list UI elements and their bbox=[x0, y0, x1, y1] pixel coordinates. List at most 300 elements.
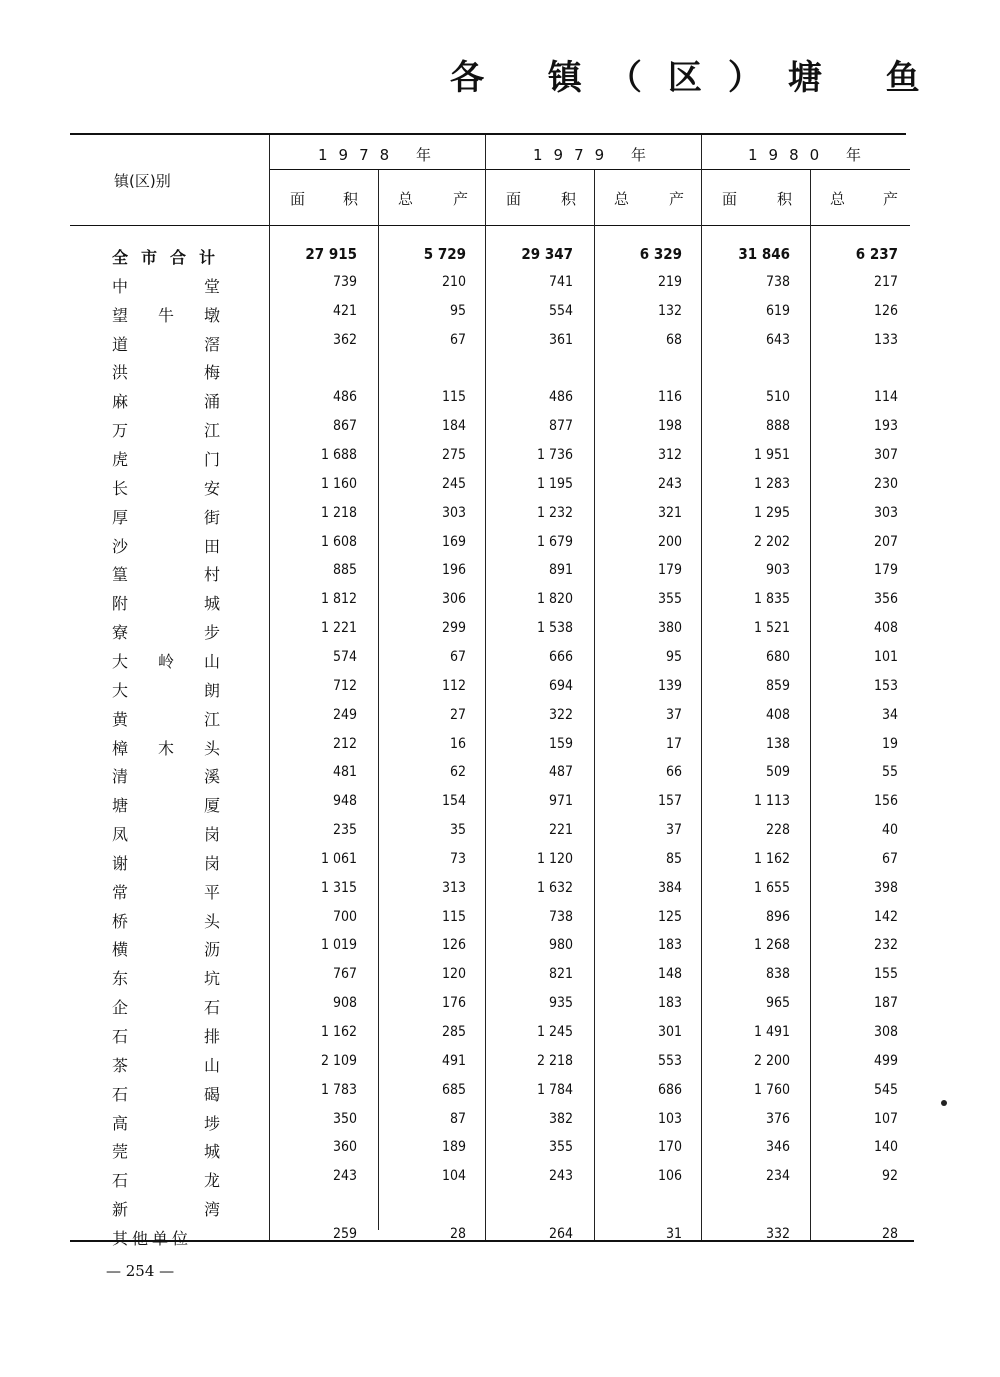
area-value: 767 bbox=[332, 966, 357, 983]
region-name-char: 涌 bbox=[203, 392, 220, 412]
output-value: 28 bbox=[449, 1225, 466, 1242]
region-name bbox=[112, 418, 220, 441]
region-name bbox=[112, 707, 220, 730]
region-name-char: 道 bbox=[112, 334, 129, 354]
area-value: 1 218 bbox=[320, 504, 357, 521]
area-value: 29 347 bbox=[521, 245, 573, 263]
output-value: 210 bbox=[441, 273, 466, 290]
table-row bbox=[0, 534, 1000, 560]
output-value: 101 bbox=[873, 648, 898, 665]
output-value: 312 bbox=[657, 447, 682, 463]
region-name bbox=[112, 1024, 220, 1047]
area-value: 360 bbox=[332, 1139, 357, 1156]
area-value: 1 061 bbox=[320, 850, 357, 867]
table-row bbox=[0, 332, 1000, 358]
region-name-char: 黄 bbox=[112, 709, 129, 729]
area-value: 346 bbox=[765, 1139, 790, 1156]
area-value: 712 bbox=[332, 677, 357, 694]
area-value: 738 bbox=[765, 273, 790, 290]
output-value: 154 bbox=[441, 793, 466, 810]
output-value: 157 bbox=[657, 793, 682, 810]
region-name-char: 厦 bbox=[203, 796, 220, 816]
area-value: 486 bbox=[332, 389, 357, 406]
region-name-char: 麻 bbox=[112, 392, 129, 412]
region-name bbox=[112, 389, 220, 412]
area-header-1979 bbox=[506, 188, 576, 209]
region-name-char: 寮 bbox=[112, 623, 129, 642]
output-value: 307 bbox=[873, 447, 898, 463]
output-value: 169 bbox=[441, 533, 466, 550]
output-value: 139 bbox=[657, 677, 682, 694]
region-name-char: 头 bbox=[203, 911, 220, 931]
output-value: 140 bbox=[873, 1139, 898, 1156]
area-value: 877 bbox=[548, 418, 573, 435]
output-value: 112 bbox=[441, 677, 466, 694]
area-value: 31 846 bbox=[738, 245, 790, 263]
output-label-char: 总 bbox=[614, 190, 630, 208]
area-value: 408 bbox=[765, 706, 790, 723]
region-name-char: 岗 bbox=[203, 825, 220, 844]
area-value: 1 760 bbox=[753, 1081, 790, 1098]
region-name-char: 街 bbox=[203, 507, 220, 527]
output-value: 232 bbox=[873, 937, 898, 954]
area-value: 1 232 bbox=[536, 504, 573, 521]
region-name-char: 东 bbox=[112, 969, 129, 989]
output-value: 28 bbox=[881, 1225, 898, 1242]
area-value: 739 bbox=[332, 273, 357, 290]
region-name-char: 碣 bbox=[203, 1084, 220, 1104]
output-label-char: 产 bbox=[882, 190, 898, 208]
output-header-1978 bbox=[398, 188, 468, 209]
output-value: 95 bbox=[449, 302, 466, 319]
output-value: 553 bbox=[657, 1052, 682, 1069]
region-name bbox=[112, 476, 220, 499]
area-value: 322 bbox=[548, 706, 573, 723]
area-label-char: 积 bbox=[560, 190, 576, 208]
area-value: 908 bbox=[332, 995, 357, 1012]
region-name-char: 谢 bbox=[112, 853, 129, 873]
output-value: 126 bbox=[873, 302, 898, 319]
table-row bbox=[0, 274, 1000, 300]
area-value: 859 bbox=[765, 677, 790, 694]
output-value: 355 bbox=[657, 591, 682, 608]
table-row bbox=[0, 505, 1000, 531]
area-value: 965 bbox=[765, 995, 790, 1012]
table-row bbox=[0, 562, 1000, 588]
output-value: 115 bbox=[441, 908, 466, 925]
output-header-1980 bbox=[830, 188, 898, 209]
region-name bbox=[112, 447, 220, 470]
table-row bbox=[0, 909, 1000, 935]
area-value: 361 bbox=[548, 331, 573, 348]
area-label-char: 积 bbox=[342, 190, 358, 208]
table-row bbox=[0, 937, 1000, 963]
output-value: 104 bbox=[441, 1168, 466, 1185]
area-value: 554 bbox=[548, 302, 573, 319]
output-value: 303 bbox=[873, 504, 898, 521]
region-name-char: 洪 bbox=[112, 363, 129, 383]
table-row bbox=[0, 793, 1000, 819]
region-name-char: 田 bbox=[203, 536, 220, 556]
output-header-1979 bbox=[614, 188, 684, 209]
region-name bbox=[112, 736, 220, 759]
output-value: 179 bbox=[873, 562, 898, 579]
area-value: 1 812 bbox=[320, 591, 357, 608]
output-value: 183 bbox=[657, 937, 682, 954]
area-value: 1 538 bbox=[536, 620, 573, 636]
output-value: 5 729 bbox=[423, 245, 466, 263]
region-name-char: 茶 bbox=[112, 1055, 129, 1075]
area-value: 1 019 bbox=[320, 937, 357, 954]
output-value: 187 bbox=[873, 995, 898, 1012]
output-value: 34 bbox=[881, 706, 898, 723]
region-name-char: 步 bbox=[203, 623, 220, 642]
area-value: 885 bbox=[332, 562, 357, 579]
area-value: 1 820 bbox=[536, 591, 573, 608]
region-name-char: 附 bbox=[112, 594, 129, 614]
output-value: 299 bbox=[441, 620, 466, 636]
table-row bbox=[0, 1226, 1000, 1252]
region-name-char: 莞 bbox=[112, 1142, 129, 1162]
output-value: 35 bbox=[449, 822, 466, 838]
output-value: 398 bbox=[873, 879, 898, 896]
region-name-char: 城 bbox=[203, 594, 220, 614]
output-value: 156 bbox=[873, 793, 898, 810]
column-divider-1980 bbox=[810, 170, 811, 1240]
table-top-rule bbox=[70, 133, 906, 135]
region-name-char: 梅 bbox=[203, 363, 220, 383]
region-name-char: 高 bbox=[112, 1113, 129, 1133]
area-value: 228 bbox=[765, 822, 790, 838]
area-value: 2 200 bbox=[753, 1052, 790, 1069]
area-value: 350 bbox=[332, 1110, 357, 1127]
region-name-char: 石 bbox=[203, 998, 220, 1018]
region-name-char: 石 bbox=[112, 1084, 129, 1104]
table-row bbox=[0, 1053, 1000, 1079]
region-name-char: 城 bbox=[203, 1142, 220, 1162]
output-value: 198 bbox=[657, 418, 682, 435]
page-title: 各 镇（区）塘 鱼 bbox=[450, 58, 946, 98]
region-name-char: 清 bbox=[112, 767, 129, 787]
output-value: 142 bbox=[873, 908, 898, 925]
column-divider-1979 bbox=[594, 170, 595, 1240]
output-label-char: 产 bbox=[452, 190, 468, 208]
table-row bbox=[0, 245, 1000, 271]
output-value: 73 bbox=[449, 850, 466, 867]
area-value: 1 162 bbox=[753, 850, 790, 867]
output-value: 27 bbox=[449, 706, 466, 723]
region-name-char: 桥 bbox=[112, 911, 129, 931]
area-value: 1 315 bbox=[320, 879, 357, 896]
output-value: 126 bbox=[441, 937, 466, 954]
region-name-char: 凤 bbox=[112, 825, 129, 844]
region-name-char: 墩 bbox=[203, 305, 220, 325]
output-value: 62 bbox=[449, 764, 466, 781]
region-name-char: 塘 bbox=[112, 796, 129, 816]
output-value: 67 bbox=[449, 648, 466, 665]
output-value: 153 bbox=[873, 677, 898, 694]
area-value: 980 bbox=[548, 937, 573, 954]
region-name-char: 岗 bbox=[203, 853, 220, 873]
area-value: 481 bbox=[332, 764, 357, 781]
area-value: 838 bbox=[765, 966, 790, 983]
region-name-char: 溪 bbox=[203, 767, 220, 787]
area-value: 1 295 bbox=[753, 504, 790, 521]
output-value: 196 bbox=[441, 562, 466, 579]
table-row bbox=[0, 1024, 1000, 1050]
region-name bbox=[112, 591, 220, 614]
output-value: 92 bbox=[881, 1168, 898, 1185]
region-name bbox=[112, 1053, 220, 1076]
output-value: 114 bbox=[873, 389, 898, 406]
region-name-char: 安 bbox=[203, 478, 220, 498]
output-value: 37 bbox=[665, 706, 682, 723]
area-label-char: 面 bbox=[722, 190, 738, 208]
output-value: 85 bbox=[665, 850, 682, 867]
output-value: 67 bbox=[449, 331, 466, 348]
area-value: 1 784 bbox=[536, 1081, 573, 1098]
area-value: 362 bbox=[332, 331, 357, 348]
region-name-char: 大 bbox=[112, 680, 129, 700]
area-value: 1 632 bbox=[536, 879, 573, 896]
output-value: 179 bbox=[657, 562, 682, 579]
region-name bbox=[112, 995, 220, 1018]
area-value: 891 bbox=[548, 562, 573, 579]
area-value: 249 bbox=[332, 706, 357, 723]
output-value: 183 bbox=[657, 995, 682, 1012]
region-name bbox=[112, 793, 220, 816]
table-row bbox=[0, 620, 1000, 646]
area-value: 1 268 bbox=[753, 937, 790, 954]
area-value: 1 491 bbox=[753, 1024, 790, 1040]
output-label-char: 总 bbox=[830, 190, 846, 208]
area-value: 741 bbox=[548, 273, 573, 290]
region-name bbox=[112, 909, 220, 932]
region-name bbox=[112, 1111, 220, 1134]
region-name-char: 平 bbox=[203, 882, 220, 902]
area-value: 971 bbox=[548, 793, 573, 810]
region-name bbox=[112, 649, 220, 672]
table-row bbox=[0, 649, 1000, 675]
output-value: 132 bbox=[657, 302, 682, 319]
area-header-1980 bbox=[722, 188, 792, 209]
output-value: 301 bbox=[657, 1024, 682, 1040]
table-row bbox=[0, 303, 1000, 329]
table-row bbox=[0, 851, 1000, 877]
area-value: 619 bbox=[765, 302, 790, 319]
region-name-char: 望 bbox=[112, 305, 129, 325]
output-value: 303 bbox=[441, 504, 466, 521]
area-value: 1 113 bbox=[753, 793, 790, 810]
output-value: 499 bbox=[873, 1052, 898, 1069]
region-name-char: 滘 bbox=[203, 334, 220, 354]
output-value: 155 bbox=[873, 966, 898, 983]
output-value: 275 bbox=[441, 447, 466, 463]
output-value: 31 bbox=[665, 1225, 682, 1242]
table-row bbox=[0, 707, 1000, 733]
output-value: 245 bbox=[441, 475, 466, 492]
output-value: 189 bbox=[441, 1139, 466, 1156]
output-value: 87 bbox=[449, 1110, 466, 1127]
region-name-char: 江 bbox=[203, 709, 220, 729]
output-value: 107 bbox=[873, 1110, 898, 1127]
area-value: 935 bbox=[548, 995, 573, 1012]
ink-spot bbox=[941, 1100, 947, 1106]
table-row bbox=[0, 678, 1000, 704]
table-row bbox=[0, 1111, 1000, 1137]
area-value: 1 160 bbox=[320, 475, 357, 492]
area-value: 1 951 bbox=[753, 447, 790, 463]
output-value: 115 bbox=[441, 389, 466, 406]
area-value: 1 120 bbox=[536, 850, 573, 867]
table-row bbox=[0, 1082, 1000, 1108]
output-label-char: 产 bbox=[668, 190, 684, 208]
area-value: 1 688 bbox=[320, 447, 357, 463]
region-name-char: 江 bbox=[203, 421, 220, 441]
header-bottom-rule bbox=[70, 225, 910, 226]
area-value: 235 bbox=[332, 822, 357, 838]
table-row bbox=[0, 822, 1000, 848]
area-value: 948 bbox=[332, 793, 357, 810]
region-name-char: 横 bbox=[112, 940, 129, 960]
area-value: 1 608 bbox=[320, 533, 357, 550]
output-value: 103 bbox=[657, 1110, 682, 1127]
table-row bbox=[0, 966, 1000, 992]
region-name bbox=[112, 360, 220, 383]
region-name-char: 朗 bbox=[203, 680, 220, 700]
area-label-char: 面 bbox=[290, 190, 306, 208]
output-value: 148 bbox=[657, 966, 682, 983]
region-name bbox=[112, 822, 220, 845]
table-row bbox=[0, 360, 1000, 386]
table-row bbox=[0, 736, 1000, 762]
page-number: — 254 — bbox=[106, 1262, 175, 1280]
area-value: 643 bbox=[765, 331, 790, 348]
area-value: 1 521 bbox=[753, 620, 790, 636]
region-name bbox=[112, 620, 220, 643]
output-value: 67 bbox=[881, 850, 898, 867]
region-name bbox=[112, 562, 220, 585]
output-value: 285 bbox=[441, 1024, 466, 1040]
table-row bbox=[0, 476, 1000, 502]
output-value: 219 bbox=[657, 273, 682, 290]
output-value: 133 bbox=[873, 331, 898, 348]
area-value: 1 736 bbox=[536, 447, 573, 463]
output-value: 313 bbox=[441, 879, 466, 896]
region-name bbox=[112, 1082, 220, 1105]
year-header-1978: 1978 年 bbox=[318, 146, 442, 164]
region-name-char: 牛 bbox=[157, 305, 174, 325]
output-value: 200 bbox=[657, 533, 682, 550]
output-value: 243 bbox=[657, 475, 682, 492]
region-name bbox=[112, 764, 220, 787]
region-name: 其他单位 bbox=[112, 1228, 193, 1248]
region-name bbox=[112, 1168, 220, 1191]
area-value: 486 bbox=[548, 389, 573, 406]
output-value: 116 bbox=[657, 389, 682, 406]
area-value: 2 109 bbox=[320, 1052, 357, 1069]
area-value: 243 bbox=[332, 1168, 357, 1185]
area-value: 243 bbox=[548, 1168, 573, 1185]
output-value: 686 bbox=[657, 1081, 682, 1098]
area-value: 1 245 bbox=[536, 1024, 573, 1040]
table-row bbox=[0, 389, 1000, 415]
region-name-char: 沥 bbox=[203, 940, 220, 960]
area-value: 1 162 bbox=[320, 1024, 357, 1040]
region-name bbox=[112, 274, 220, 297]
output-value: 306 bbox=[441, 591, 466, 608]
area-value: 680 bbox=[765, 648, 790, 665]
output-value: 68 bbox=[665, 331, 682, 348]
area-value: 2 202 bbox=[753, 533, 790, 550]
output-value: 55 bbox=[881, 764, 898, 781]
region-name bbox=[112, 505, 220, 528]
year-header-1979: 1979 年 bbox=[533, 146, 657, 164]
area-value: 738 bbox=[548, 908, 573, 925]
output-value: 6 237 bbox=[855, 245, 898, 263]
table-row bbox=[0, 995, 1000, 1021]
region-name: 全市合计 bbox=[112, 248, 229, 267]
area-value: 332 bbox=[765, 1225, 790, 1242]
output-value: 170 bbox=[657, 1139, 682, 1156]
region-name bbox=[112, 966, 220, 989]
area-value: 264 bbox=[548, 1225, 573, 1242]
output-value: 120 bbox=[441, 966, 466, 983]
output-value: 491 bbox=[441, 1052, 466, 1069]
table-row bbox=[0, 591, 1000, 617]
region-name-char: 大 bbox=[112, 651, 129, 671]
region-name bbox=[112, 937, 220, 960]
region-name bbox=[112, 303, 220, 326]
region-name-char: 堂 bbox=[203, 276, 220, 296]
area-label-char: 面 bbox=[506, 190, 522, 208]
area-value: 1 783 bbox=[320, 1081, 357, 1098]
area-header-1978 bbox=[290, 188, 358, 209]
area-value: 510 bbox=[765, 389, 790, 406]
output-value: 66 bbox=[665, 764, 682, 781]
year-header-1980: 1980 年 bbox=[748, 146, 872, 164]
region-name bbox=[112, 678, 220, 701]
region-name-char: 头 bbox=[203, 738, 220, 758]
region-name bbox=[112, 1197, 220, 1220]
region-name-char: 村 bbox=[203, 565, 220, 585]
area-value: 694 bbox=[548, 677, 573, 694]
area-value: 421 bbox=[332, 302, 357, 319]
area-value: 259 bbox=[332, 1225, 357, 1242]
output-value: 408 bbox=[873, 620, 898, 636]
output-value: 308 bbox=[873, 1024, 898, 1040]
output-value: 184 bbox=[441, 418, 466, 435]
output-value: 176 bbox=[441, 995, 466, 1012]
table-row bbox=[0, 1139, 1000, 1165]
output-value: 356 bbox=[873, 591, 898, 608]
region-name-char: 排 bbox=[203, 1027, 220, 1046]
output-value: 16 bbox=[449, 735, 466, 752]
area-value: 212 bbox=[332, 735, 357, 752]
area-value: 867 bbox=[332, 418, 357, 435]
region-name-char: 樟 bbox=[112, 738, 129, 758]
region-name bbox=[112, 851, 220, 874]
table-row bbox=[0, 418, 1000, 444]
output-value: 125 bbox=[657, 908, 682, 925]
output-value: 217 bbox=[873, 273, 898, 290]
area-value: 903 bbox=[765, 562, 790, 579]
region-name bbox=[112, 332, 220, 355]
output-value: 40 bbox=[881, 822, 898, 838]
table-row bbox=[0, 1197, 1000, 1223]
region-name-char: 中 bbox=[112, 276, 129, 296]
region-name-char: 山 bbox=[203, 1055, 220, 1075]
